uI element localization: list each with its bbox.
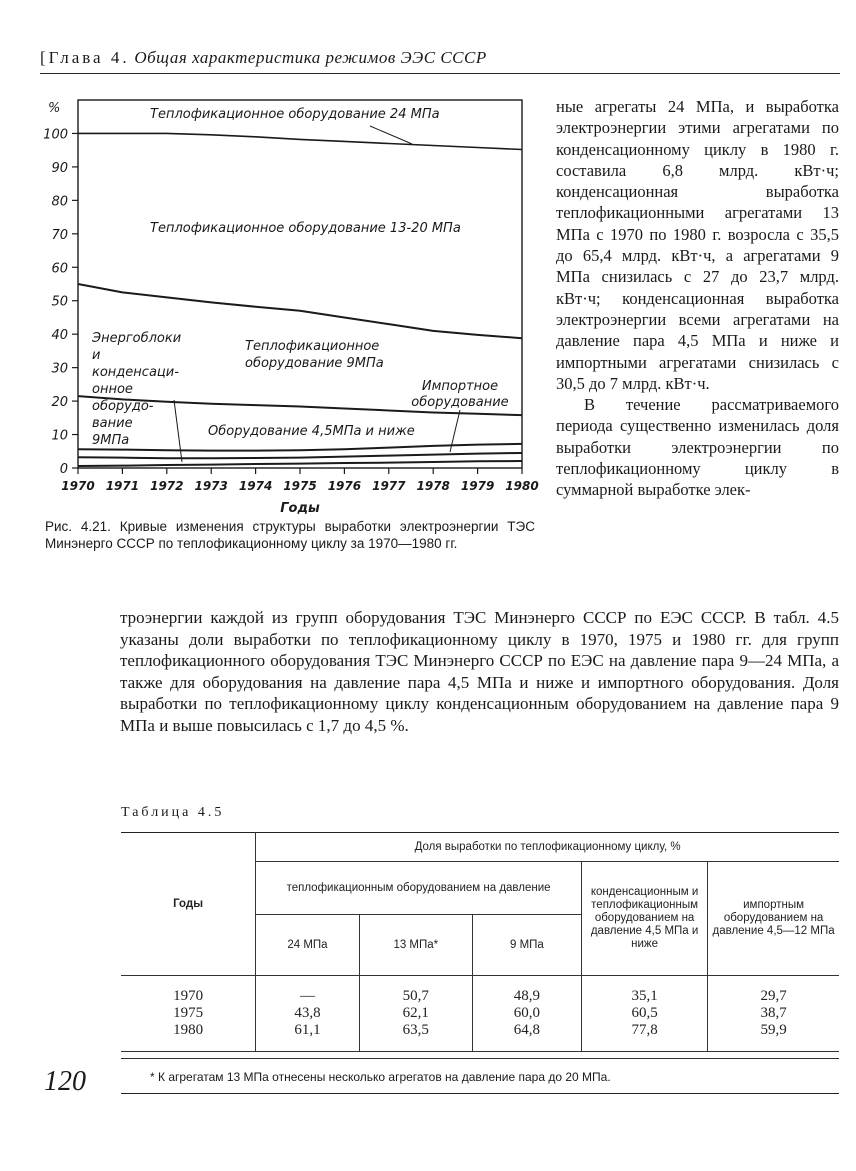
y-tick-label: 50	[51, 294, 68, 310]
structure-chart	[40, 88, 540, 518]
chapter-title: Общая характеристика режимов ЭЭС СССР	[134, 48, 487, 67]
y-tick-label: 30	[51, 361, 68, 377]
page-number: 120	[44, 1066, 86, 1097]
chart-annotations	[91, 107, 509, 462]
cell-years: 1970 1975 1980	[121, 976, 256, 1052]
header-years: Годы	[121, 833, 256, 976]
cell-13mpa: 50,7 62,1 63,5	[359, 976, 472, 1052]
x-tick-label: 1980	[505, 479, 539, 493]
series-line-5	[78, 453, 522, 458]
chart-annotation-5: Импортное оборудование	[411, 379, 509, 410]
y-tick-label: 10	[51, 428, 68, 444]
y-tick-label: 100	[43, 127, 68, 143]
header-cond: конденсационным и теплофикационным оборудованием на давление 4,5 МПа и ниже	[582, 862, 708, 976]
chart-annotation-3: Энергоблоки и конденсаци-онное оборудо-вание 9МПа	[92, 331, 182, 448]
x-tick-label: 1973	[194, 479, 228, 493]
header-group: Доля выработки по теплофикационному циклу, %	[256, 833, 839, 862]
x-tick-label: 1975	[283, 479, 317, 493]
chart-annotation-6: Оборудование 4,5МПа и ниже	[208, 424, 415, 439]
x-tick-label: 1972	[150, 479, 184, 493]
chart-annotation-2: Теплофикационное оборудование 13-20 МПа	[150, 221, 461, 236]
series-line-4	[78, 444, 522, 451]
y-tick-label: 90	[51, 160, 68, 176]
y-tick-label: 70	[51, 227, 68, 243]
right-text-column	[556, 96, 839, 501]
table-label: Таблица 4.5	[121, 805, 225, 820]
y-tick-label: 80	[51, 194, 68, 210]
x-tick-label: 1977	[372, 479, 406, 493]
chart-annotation-1: Теплофикационное оборудование 24 МПа	[150, 107, 440, 122]
header-subgroup: теплофикационным оборудованием на давление	[256, 862, 582, 915]
figure-caption: Рис. 4.21. Кривые изменения структуры выработки электроэнергии ТЭС Минэнерго СССР по теплофикационному циклу за 1970—1980 гг.	[45, 519, 535, 551]
right-paragraph-1: ные агрегаты 24 МПа, и выработка электроэнергии этими агрегатами по конденсационному циклу в 1980 г. составила 6,8 млрд. кВт·ч; конденсационная выработка теплофикационными агрегатами 13 МПа с 1970 по 1980 г. возросла с 35,5 до 65,4 млрд. кВт·ч, а агрегатами 9 МПа снизилась с 27 до 23,7 млрд. кВт·ч; конденсационная выработка электроэнергии всеми агрегатами на давление пара 4,5 МПа и ниже и импортными агрегатами снизилась с 30,5 до 7 млрд. кВт·ч.	[556, 97, 839, 393]
bottom-rule	[121, 1093, 839, 1094]
header-rule	[40, 73, 840, 74]
series-line-6	[78, 461, 522, 466]
series-line-1	[78, 133, 522, 149]
data-table	[121, 832, 839, 1052]
right-paragraph-2: В течение рассматриваемого периода существенно изменилась доля выработки электроэнергии по теплофикационному циклу в суммарной выработке элек-	[556, 395, 839, 500]
y-tick-label: 60	[51, 261, 68, 277]
x-tick-label: 1971	[105, 479, 140, 493]
chart-annotation-4: Теплофикационное оборудование 9МПа	[245, 339, 384, 371]
cell-24mpa: — 43,8 61,1	[256, 976, 360, 1052]
table-body-row	[121, 976, 839, 1052]
cell-9mpa: 48,9 60,0 64,8	[472, 976, 581, 1052]
x-tick-label: 1979	[460, 479, 495, 493]
y-tick-label: 20	[51, 395, 68, 411]
x-axis-label: Годы	[280, 501, 320, 516]
leader-line-24mpa	[370, 126, 412, 144]
x-tick-label: 1974	[238, 479, 273, 493]
header-9mpa: 9 МПа	[472, 915, 581, 976]
leader-line-energoblocks	[174, 400, 182, 462]
cell-import: 29,7 38,7 59,9	[708, 976, 839, 1052]
body-paragraph: троэнергии каждой из групп оборудования ТЭС Минэнерго СССР по ЕЭС СССР. В табл. 4.5 указаны доли выработки по теплофикационному циклу в 1970, 1975 и 1980 гг. для групп теплофикационного оборудования ТЭС Минэнерго СССР по ЕЭС на давление пара 9—24 МПа, а также для оборудования на давление пара 4,5 МПа и ниже и импортного оборудования. Доля выработки по теплофикационному циклу конденсационным оборудованием на давление пара 9 МПа и выше повысилась с 1,7 до 4,5 %.	[120, 608, 839, 735]
x-tick-label: 1970	[61, 479, 95, 493]
chapter-label: [Глава 4.	[40, 48, 130, 67]
table-footnote: * К агрегатам 13 МПа отнесены несколько агрегатов на давление пара до 20 МПа.	[150, 1070, 611, 1084]
footnote-rule	[121, 1058, 839, 1059]
y-tick-label: 0	[59, 462, 68, 477]
header-import: импортным оборудованием на давление 4,5—12 МПа	[708, 862, 839, 976]
x-tick-label: 1976	[327, 479, 362, 493]
cell-cond: 35,1 60,5 77,8	[582, 976, 708, 1052]
header-24mpa: 24 МПа	[256, 915, 360, 976]
running-header	[40, 48, 840, 68]
chart-series	[78, 133, 522, 466]
y-tick-label: 40	[51, 328, 68, 344]
header-13mpa: 13 МПа*	[359, 915, 472, 976]
x-tick-label: 1978	[416, 479, 450, 493]
y-axis-label: %	[48, 101, 61, 116]
